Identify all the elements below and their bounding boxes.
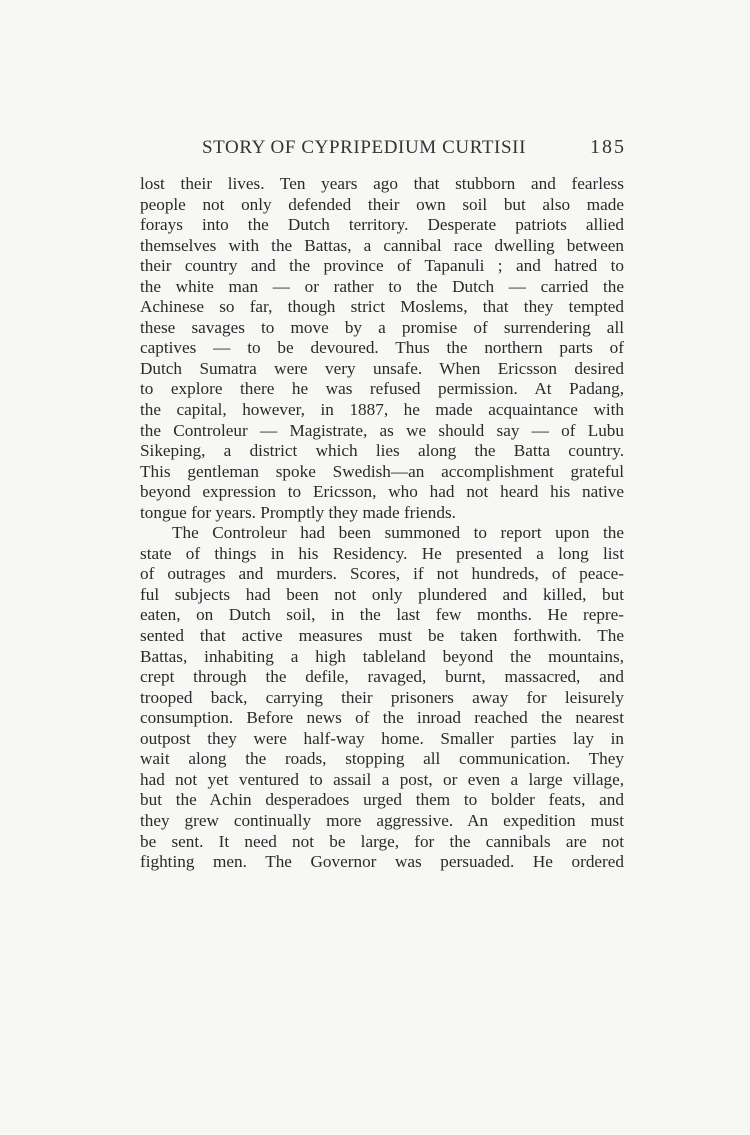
text-line: Dutch Sumatra were very unsafe. When Ericsson desired [140, 358, 624, 378]
text-line: consumption. Before news of the inroad reached the nearest [140, 708, 624, 728]
text-line: outpost they were half-way home. Smaller parties lay in [140, 728, 624, 748]
text-line: forays into the Dutch territory. Desperate patriots allied [140, 215, 624, 235]
text-line: crept through the defile, ravaged, burnt, massacred, and [140, 667, 624, 687]
text-line: tongue for years. Promptly they made friends. [140, 502, 456, 522]
text-line: be sent. It need not be large, for the cannibals are not [140, 831, 624, 851]
text-line: the Controleur — Magistrate, as we should say — of Lubu [140, 420, 624, 440]
paragraph [140, 174, 624, 523]
text-line: themselves with the Battas, a cannibal race dwelling between [140, 235, 624, 255]
text-line: Sikeping, a district which lies along the Batta country. [140, 441, 624, 461]
text-line: wait along the roads, stopping all communication. They [140, 749, 624, 769]
text-line: these savages to move by a promise of surrendering all [140, 317, 624, 337]
text-line: they grew continually more aggressive. An expedition must [140, 810, 624, 830]
text-line: their country and the province of Tapanuli ; and hatred to [140, 256, 624, 276]
text-line: captives — to be devoured. Thus the northern parts of [140, 338, 624, 358]
text-line: had not yet ventured to assail a post, or even a large village, [140, 769, 624, 789]
text-line: the capital, however, in 1887, he made acquaintance with [140, 400, 624, 420]
running-header [202, 136, 626, 164]
text-line: people not only defended their own soil but also made [140, 194, 624, 214]
text-line: to explore there he was refused permission. At Padang, [140, 379, 624, 399]
text-line: but the Achin desperadoes urged them to bolder feats, and [140, 790, 624, 810]
text-line: trooped back, carrying their prisoners away for leisurely [140, 687, 624, 707]
text-line: This gentleman spoke Swedish—an accomplishment grateful [140, 461, 624, 481]
text-line: the white man — or rather to the Dutch — carried the [140, 276, 624, 296]
text-line: fighting men. The Governor was persuaded. He ordered [140, 852, 624, 872]
text-line: ful subjects had been not only plundered and killed, but [140, 584, 624, 604]
text-line: Achinese so far, though strict Moslems, that they tempted [140, 297, 624, 317]
page-number: 185 [590, 136, 626, 158]
text-line: of outrages and murders. Scores, if not hundreds, of peace- [140, 564, 624, 584]
text-line: beyond expression to Ericsson, who had not heard his native [140, 482, 624, 502]
text-line: Battas, inhabiting a high tableland beyond the mountains, [140, 646, 624, 666]
running-title: STORY OF CYPRIPEDIUM CURTISII [202, 137, 527, 158]
text-line: sented that active measures must be taken forthwith. The [140, 626, 624, 646]
text-line: The Controleur had been summoned to report upon the [172, 523, 624, 543]
text-line: lost their lives. Ten years ago that stubborn and fearless [140, 174, 624, 193]
body-text [140, 174, 624, 873]
text-line: eaten, on Dutch soil, in the last few months. He repre- [140, 605, 624, 625]
paragraph [140, 523, 624, 872]
text-line: state of things in his Residency. He presented a long list [140, 543, 624, 563]
